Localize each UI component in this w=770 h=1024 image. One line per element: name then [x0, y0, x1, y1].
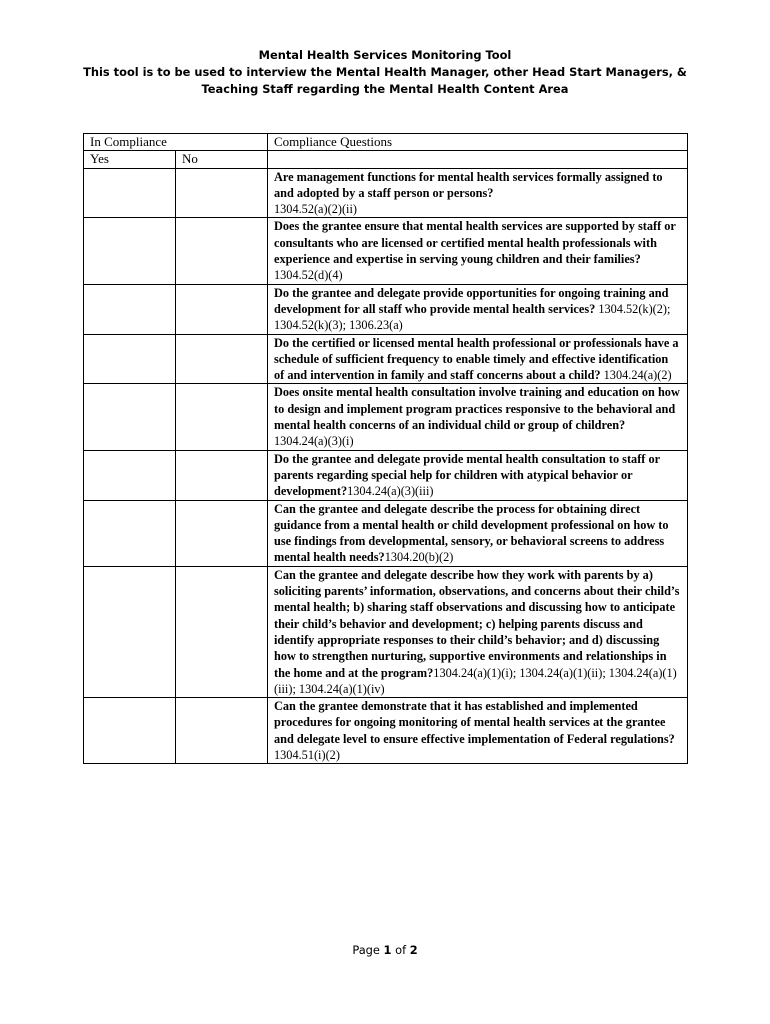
question-text: Does onsite mental health consultation involve training and education on how to design and implement program practices responsive to the behavioral and mental health concerns of an individual child or group of children?	[274, 385, 680, 433]
yes-cell[interactable]	[84, 698, 176, 764]
no-cell[interactable]	[176, 698, 268, 764]
no-cell[interactable]	[176, 168, 268, 218]
page-footer	[0, 943, 770, 957]
question-text: Do the grantee and delegate provide opportunities for ongoing training and development for all staff who provide mental health services?	[274, 285, 669, 316]
title-line-2: This tool is to be used to interview the Mental Health Manager, other Head Start Managers, &	[83, 65, 687, 79]
of-label: of	[391, 943, 410, 957]
regulation-ref: 1304.24(a)(2)	[600, 368, 672, 383]
yes-cell[interactable]	[84, 168, 176, 218]
subheader-row	[84, 151, 688, 168]
question-cell	[268, 218, 688, 284]
question-text: Can the grantee demonstrate that it has established and implemented procedures for ongoing monitoring of mental health services at the grantee and delegate level to ensure effective implementation of Federal regulations?	[274, 699, 675, 746]
regulation-ref: 1304.24(a)(3)(i)	[274, 434, 354, 449]
compliance-table	[83, 133, 688, 764]
question-text: Do the certified or licensed mental health professional or professionals have a schedule of sufficient frequency to enable timely and effective identification of and intervention in family and staff concerns about a child?	[274, 335, 679, 383]
yes-cell[interactable]	[84, 334, 176, 384]
question-cell	[268, 450, 688, 500]
table-row	[84, 218, 688, 284]
question-text: Can the grantee and delegate describe how they work with parents by a) soliciting parents’ information, observations, and concerns about their child’s mental health; b) sharing staff observations and discussing how to anticipate their child’s behavior and development; c) helping parents discuss and identify appropriate responses to their child’s behavior; and d) discussing how to strengthen nurturing, supportive environments and relationships in the home and at the program?	[274, 567, 680, 680]
yes-cell[interactable]	[84, 566, 176, 697]
table-row	[84, 284, 688, 334]
regulation-ref: 1304.52(a)(2)(ii)	[274, 202, 357, 217]
page-label: Page	[352, 943, 384, 957]
no-cell[interactable]	[176, 450, 268, 500]
regulation-ref: 1304.51(i)(2)	[274, 747, 340, 762]
yes-cell[interactable]	[84, 218, 176, 284]
question-text: Are management functions for mental health services formally assigned to and adopted by a staff person or persons?	[274, 169, 663, 200]
regulation-ref: 1304.20(b)(2)	[384, 550, 454, 565]
no-cell[interactable]	[176, 334, 268, 384]
no-cell[interactable]	[176, 384, 268, 450]
yes-cell[interactable]	[84, 450, 176, 500]
page-total: 2	[409, 943, 418, 957]
question-cell	[268, 566, 688, 697]
question-cell	[268, 168, 688, 218]
document-title	[60, 47, 710, 98]
yes-cell[interactable]	[84, 384, 176, 450]
no-cell[interactable]	[176, 566, 268, 697]
question-cell	[268, 284, 688, 334]
yes-header: Yes	[84, 151, 176, 168]
question-cell	[268, 500, 688, 566]
regulation-ref: 1304.24(a)(3)(iii)	[347, 484, 434, 499]
in-compliance-header: In Compliance	[84, 134, 268, 151]
question-text: Can the grantee and delegate describe the process for obtaining direct guidance from a mental health or child development professional on how to use findings from developmental, sensory, or behavioral screens to address mental health needs?	[274, 501, 669, 565]
table-row	[84, 500, 688, 566]
question-cell	[268, 334, 688, 384]
title-line-1: Mental Health Services Monitoring Tool	[258, 48, 512, 62]
table-row	[84, 384, 688, 450]
no-cell[interactable]	[176, 500, 268, 566]
regulation-ref: 1304.24(a)(1)(i); 1304.24(a)(1)(ii); 1304.24(a)(1)(iii); 1304.24(a)(1)(iv)	[274, 665, 677, 696]
no-header: No	[176, 151, 268, 168]
regulation-ref: 1304.52(d)(4)	[274, 268, 343, 283]
question-text: Do the grantee and delegate provide mental health consultation to staff or parents regarding special help for children with atypical behavior or development?	[274, 451, 660, 499]
yes-cell[interactable]	[84, 500, 176, 566]
question-text: Does the grantee ensure that mental health services are supported by staff or consultants who are licensed or certified mental health professionals with experience and expertise in serving young children and their families?	[274, 219, 676, 267]
no-cell[interactable]	[176, 218, 268, 284]
question-cell	[268, 698, 688, 764]
table-row	[84, 168, 688, 218]
compliance-questions-header: Compliance Questions	[268, 134, 688, 151]
regulation-ref: 1304.52(k)(2); 1304.52(k)(3); 1306.23(a)	[274, 301, 671, 333]
table-row	[84, 566, 688, 697]
header-row	[84, 134, 688, 151]
table-row	[84, 698, 688, 764]
table-row	[84, 450, 688, 500]
page-number: 1	[383, 943, 392, 957]
question-cell	[268, 384, 688, 450]
title-line-3: Teaching Staff regarding the Mental Health Content Area	[201, 82, 569, 96]
yes-cell[interactable]	[84, 284, 176, 334]
subheader-blank	[268, 151, 688, 168]
no-cell[interactable]	[176, 284, 268, 334]
table-row	[84, 334, 688, 384]
